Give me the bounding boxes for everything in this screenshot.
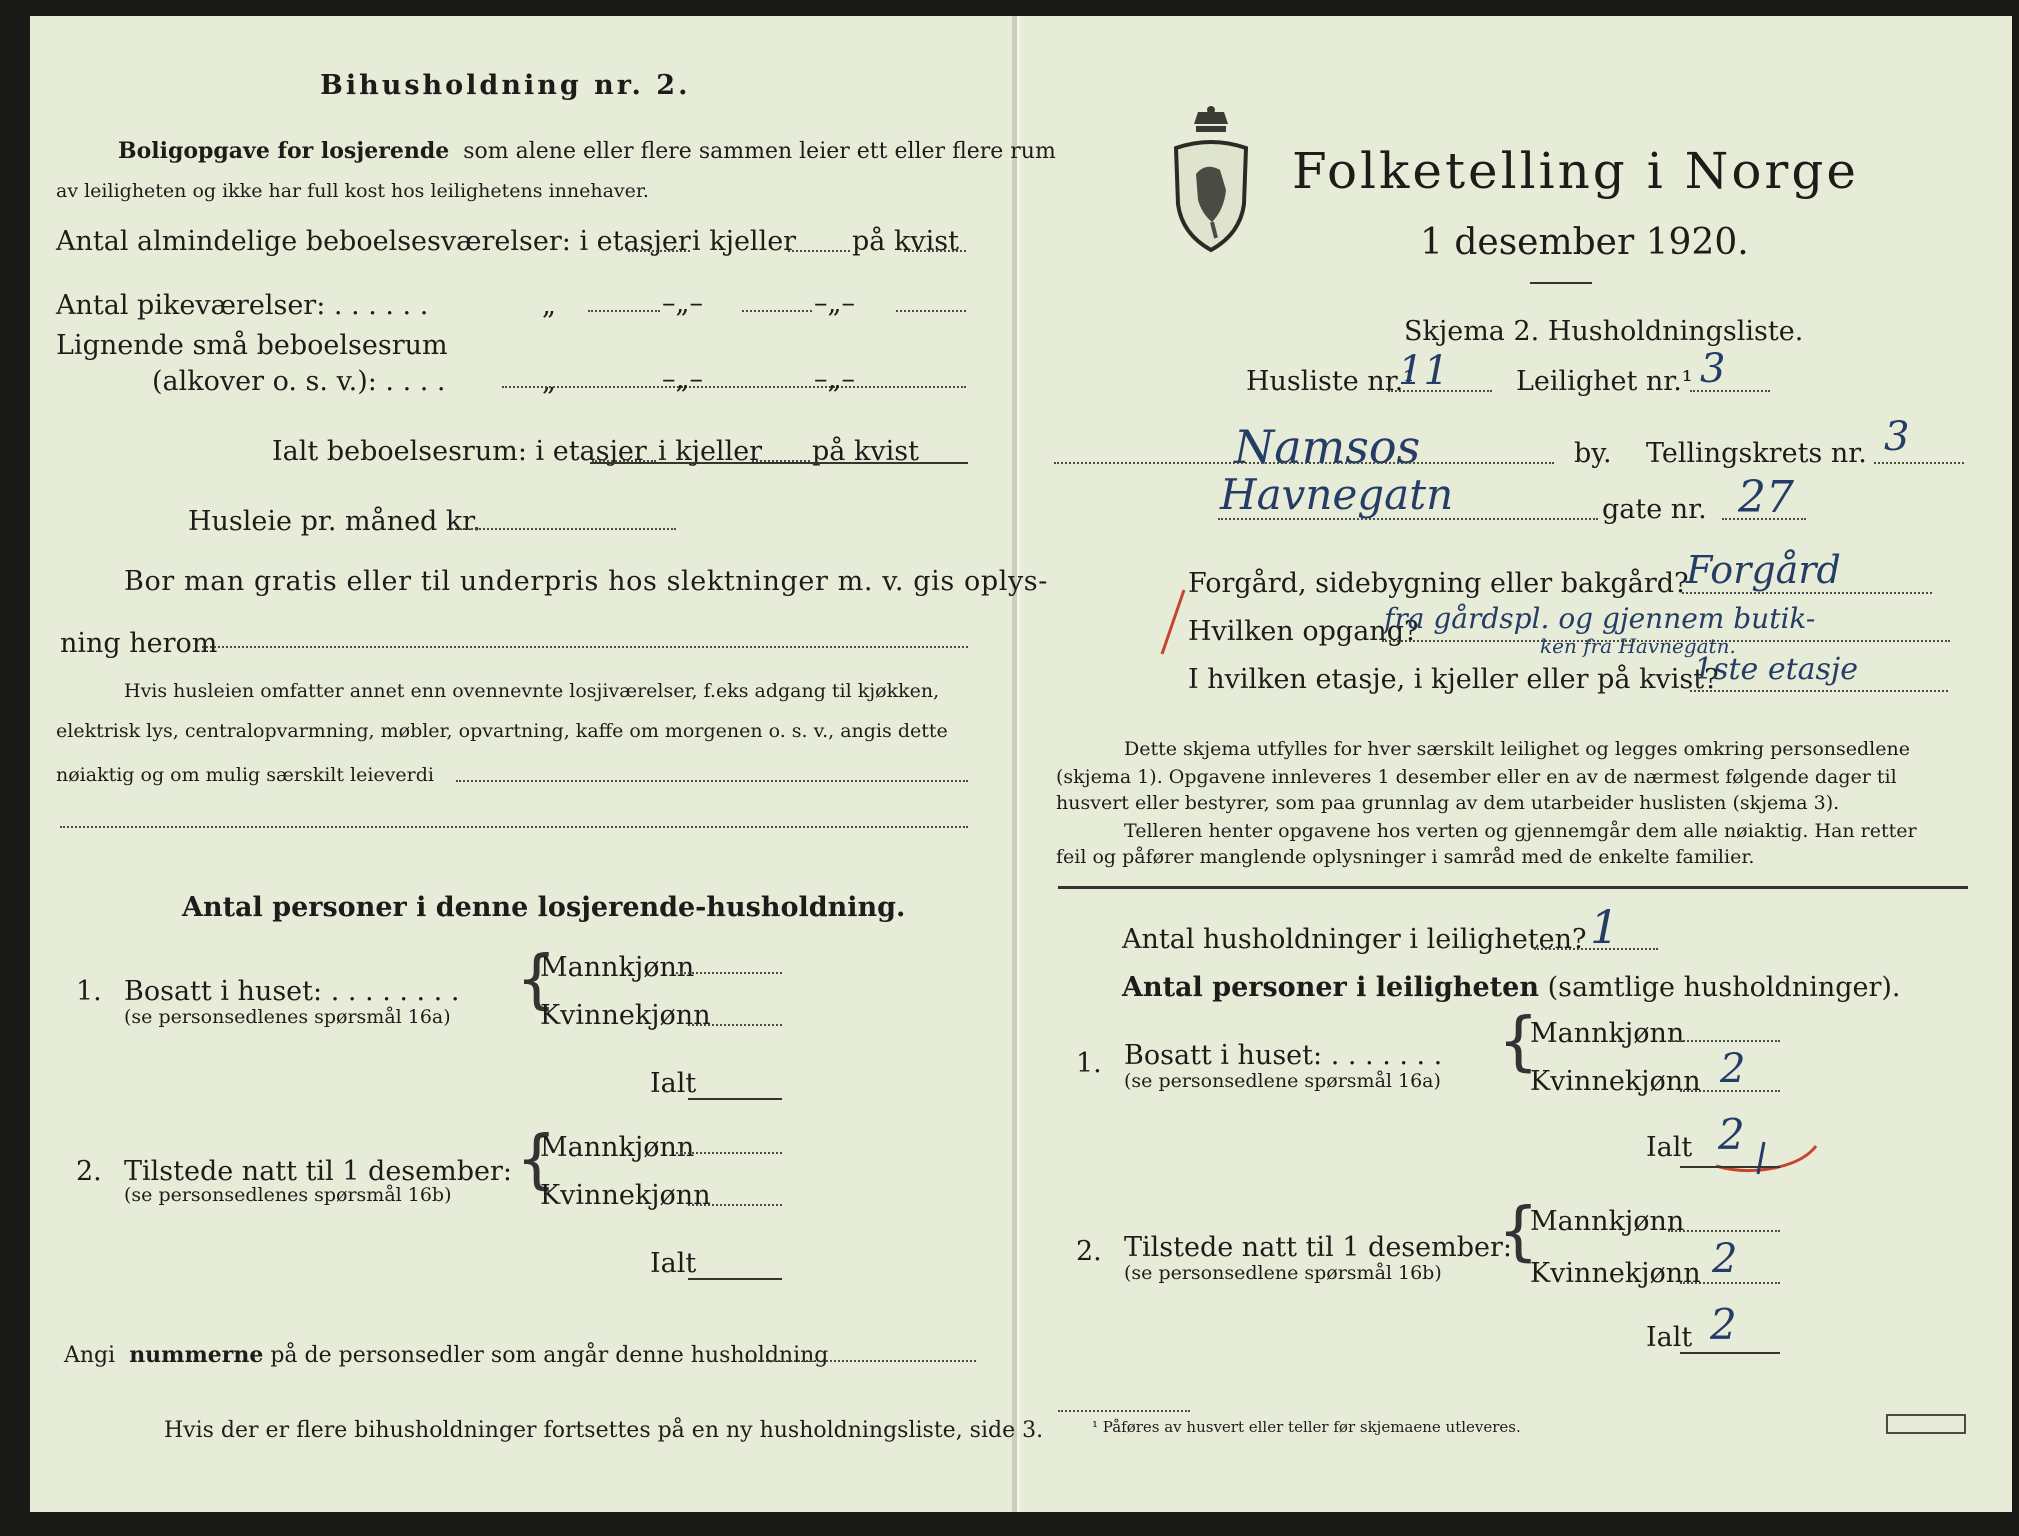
ning-herom-field [202, 646, 968, 648]
red-check-mark-2 [1714, 1140, 1818, 1180]
alkover-ditto: „ [542, 366, 556, 397]
angi-line [64, 1342, 828, 1368]
gate-nr-field [1722, 518, 1806, 520]
by-label: by. [1574, 438, 1612, 469]
ialt-paa-kvist-label: på kvist [812, 436, 919, 467]
antal-husholdninger-label: Antal husholdninger i leiligheten? [1122, 924, 1587, 955]
right-title: Folketelling i Norge [1292, 142, 1859, 200]
left-q1-label: Bosatt i huset: . . . . . . . . [124, 976, 460, 1007]
left-q1-kvinne-field [688, 1024, 782, 1026]
leieverdi-field-2 [60, 826, 968, 828]
husliste-value: 11 [1398, 348, 1449, 394]
opgang-value: fra gårdspl. og gjennem butik- [1384, 602, 1816, 635]
ialt-underline [590, 462, 968, 464]
left-q1-ialt-field [688, 1098, 782, 1100]
right-q2-ialt-field [1680, 1352, 1780, 1354]
section-divider [1058, 886, 1968, 889]
right-q1-kvinnekjonn: Kvinnekjønn [1530, 1066, 1701, 1097]
alkover-field [502, 386, 966, 388]
ning-herom-label: ning herom [60, 628, 218, 659]
left-q1-mannkjonn: Mannkjønn [540, 952, 695, 983]
paa-kvist-label: på kvist [852, 226, 959, 257]
angi-post: på de personsedler som angår denne husholdning [270, 1343, 829, 1368]
antal-husholdninger-value: 1 [1590, 900, 1620, 954]
intro-line-1 [118, 138, 1056, 164]
alkover-ditto-3: –„– [814, 364, 855, 395]
right-q1-ialt-value: 2 [1718, 1110, 1745, 1159]
pike-field-1 [588, 310, 660, 312]
info-line-4: Telleren henter opgavene hos verten og gjennemgår dem alle nøiaktig. Han retter [1124, 820, 1917, 842]
leilighet-label: Leilighet nr.¹ [1516, 366, 1693, 397]
title-rule [1530, 282, 1592, 284]
left-q1-ialt: Ialt [650, 1068, 697, 1099]
pike-ditto-3: –„– [814, 288, 855, 319]
info-line-1: Dette skjema utfylles for hver særskilt leilighet og legges omkring personsedlene [1124, 738, 1910, 760]
tellingskrets-label: Tellingskrets nr. [1646, 438, 1867, 469]
antal-personer-heading: Antal personer i denne losjerende-husholdning. [182, 892, 906, 923]
etasje-field [1690, 690, 1948, 692]
alkover-label: (alkover o. s. v.): . . . . [152, 366, 446, 397]
right-q2-kvinnekjonn: Kvinnekjønn [1530, 1258, 1701, 1289]
right-q1-sub: (se personsedlene spørsmål 16a) [1124, 1070, 1441, 1092]
left-footer: Hvis der er flere bihusholdninger fortsettes på en ny husholdningsliste, side 3. [164, 1418, 1044, 1443]
left-q1-number: 1. [76, 976, 102, 1007]
right-q2-kvinne-value: 2 [1712, 1236, 1738, 1282]
footnote-rule [1058, 1410, 1190, 1412]
opgang-value-2: ken fra Havnegatn. [1540, 634, 1736, 658]
husliste-label: Husliste nr.¹ [1246, 366, 1415, 397]
alkover-ditto-2: –„– [662, 364, 703, 395]
pike-label: Antal pikeværelser: . . . . . . [56, 290, 429, 321]
tellingskrets-value: 3 [1884, 414, 1910, 460]
ialt-beboelse-label: Ialt beboelsesrum: i etasjer [272, 436, 647, 467]
right-q2-ialt: Ialt [1646, 1322, 1693, 1353]
pike-field-3 [896, 310, 966, 312]
antal-personer-rest: (samtlige husholdninger). [1547, 972, 1901, 1003]
right-q2-ialt-value: 2 [1710, 1300, 1737, 1349]
right-q1-kvinne-value: 2 [1720, 1046, 1746, 1092]
right-q1-ialt: Ialt [1646, 1132, 1693, 1163]
right-q2-sub: (se personsedlene spørsmål 16b) [1124, 1262, 1442, 1284]
left-q2-ialt-field [688, 1278, 782, 1280]
skjema-label: Skjema 2. Husholdningsliste. [1404, 316, 1804, 347]
info-line-2: (skjema 1). Opgavene innleveres 1 desember eller en av de nærmest følgende dager til [1056, 766, 1897, 788]
bor-man-text: Bor man gratis eller til underpris hos slektninger m. v. gis oplys- [124, 566, 1048, 597]
coat-of-arms-icon [1168, 104, 1254, 254]
left-q2-number: 2. [76, 1156, 102, 1187]
forgaard-field [1682, 592, 1932, 594]
gate-value: Havnegatn [1220, 470, 1454, 519]
etasjer-field [628, 250, 690, 252]
right-q1-label: Bosatt i huset: . . . . . . . [1124, 1040, 1443, 1071]
opgang-label: Hvilken opgang? [1188, 616, 1419, 647]
left-q1-brace: { [516, 943, 557, 1017]
right-q1-ialt-field [1680, 1166, 1780, 1168]
left-q2-label: Tilstede natt til 1 desember: [124, 1156, 513, 1187]
left-q1-kvinnekjonn: Kvinnekjønn [540, 1000, 711, 1031]
census-date: 1 desember 1920. [1420, 222, 1749, 263]
by-field [1054, 462, 1554, 464]
right-q2-number: 2. [1076, 1236, 1102, 1267]
etasje-value: 1ste etasje [1694, 652, 1858, 687]
tellingskrets-field [1874, 462, 1964, 464]
gate-field [1218, 518, 1598, 520]
left-q2-brace: { [516, 1123, 557, 1197]
left-q1-sub: (se personsedlenes spørsmål 16a) [124, 1006, 451, 1028]
right-q1-brace: { [1498, 1005, 1539, 1079]
lignende-label: Lignende små beboelsesrum [56, 330, 448, 361]
right-q1-mannkjonn: Mannkjønn [1530, 1018, 1685, 1049]
left-q2-kvinnekjonn: Kvinnekjønn [540, 1180, 711, 1211]
angi-pre: Angi [64, 1343, 116, 1368]
forgaard-value: Forgård [1686, 548, 1841, 592]
left-q2-kvinne-field [688, 1204, 782, 1206]
intro-line-2: av leiligheten og ikke har full kost hos leilighetens innehaver. [56, 180, 649, 202]
antal-husholdninger-field [1534, 948, 1658, 950]
right-q1-mann-field [1668, 1040, 1780, 1042]
right-q2-mann-field [1668, 1230, 1780, 1232]
info-line-5: feil og påfører manglende oplysninger i samråd med de enkelte familier. [1056, 846, 1755, 868]
hvis-line-2: elektrisk lys, centralopvarmning, møbler, opvartning, kaffe om morgenen o. s. v., angis dette [56, 720, 948, 742]
kjeller-field [788, 250, 850, 252]
red-check-mark [1158, 588, 1188, 658]
hvis-line-3: nøiaktig og om mulig særskilt leieverdi [56, 764, 434, 786]
hvis-line-1: Hvis husleien omfatter annet enn ovennevnte losjiværelser, f.eks adgang til kjøkken, [124, 680, 940, 702]
husleie-field [448, 528, 676, 530]
leilighet-value: 3 [1700, 346, 1726, 392]
ialt-i-kjeller-label: i kjeller [658, 436, 763, 467]
antal-beboelse-label: Antal almindelige beboelsesværelser: i etasjer [56, 226, 691, 257]
right-q1-number: 1. [1076, 1048, 1102, 1079]
gate-nr-value: 27 [1738, 472, 1794, 523]
i-kjeller-label: i kjeller [692, 226, 797, 257]
intro-bold: Boligopgave for losjerende [118, 138, 450, 164]
left-q2-ialt: Ialt [650, 1248, 697, 1279]
pike-ditto-2: –„– [662, 288, 703, 319]
info-line-3: husvert eller bestyrer, som paa grunnlag av dem utarbeider huslisten (skjema 3). [1056, 792, 1840, 814]
left-title: Bihusholdning nr. 2. [320, 70, 691, 101]
husliste-field [1388, 390, 1492, 392]
right-q2-brace: { [1498, 1195, 1539, 1269]
footnote: ¹ Påføres av husvert eller teller før skjemaene utleveres. [1092, 1418, 1521, 1436]
husleie-label: Husleie pr. måned kr. [188, 506, 481, 537]
left-q2-mann-field [676, 1152, 782, 1154]
right-q2-kvinne-field [1680, 1282, 1780, 1284]
left-q1-mann-field [676, 972, 782, 974]
pike-ditto: „ [542, 290, 556, 321]
forgaard-label: Forgård, sidebygning eller bakgård? [1188, 568, 1689, 599]
pike-field-2 [742, 310, 812, 312]
antal-personer-bold: Antal personer i leiligheten [1122, 972, 1539, 1003]
leieverdi-field [456, 780, 968, 782]
printer-stamp [1886, 1414, 1966, 1434]
left-q2-sub: (se personsedlenes spørsmål 16b) [124, 1184, 452, 1206]
right-q1-kvinne-field [1680, 1090, 1780, 1092]
angi-bold: nummerne [129, 1342, 264, 1368]
right-q2-mannkjonn: Mannkjønn [1530, 1206, 1685, 1237]
page-fold-highlight [1017, 16, 1020, 1512]
gate-label: gate nr. [1602, 494, 1707, 525]
by-value: Namsos [1234, 420, 1421, 474]
intro-rest: som alene eller flere sammen leier ett eller flere rum [463, 139, 1056, 164]
etasje-label: I hvilken etasje, i kjeller eller på kvist? [1188, 664, 1719, 695]
antal-personer-line [1122, 972, 1901, 1003]
right-q2-label: Tilstede natt til 1 desember: [1124, 1232, 1513, 1263]
left-q2-mannkjonn: Mannkjønn [540, 1132, 695, 1163]
opgang-field [1382, 640, 1950, 642]
angi-field [746, 1360, 976, 1362]
leilighet-field [1690, 390, 1770, 392]
kvist-field [904, 250, 966, 252]
